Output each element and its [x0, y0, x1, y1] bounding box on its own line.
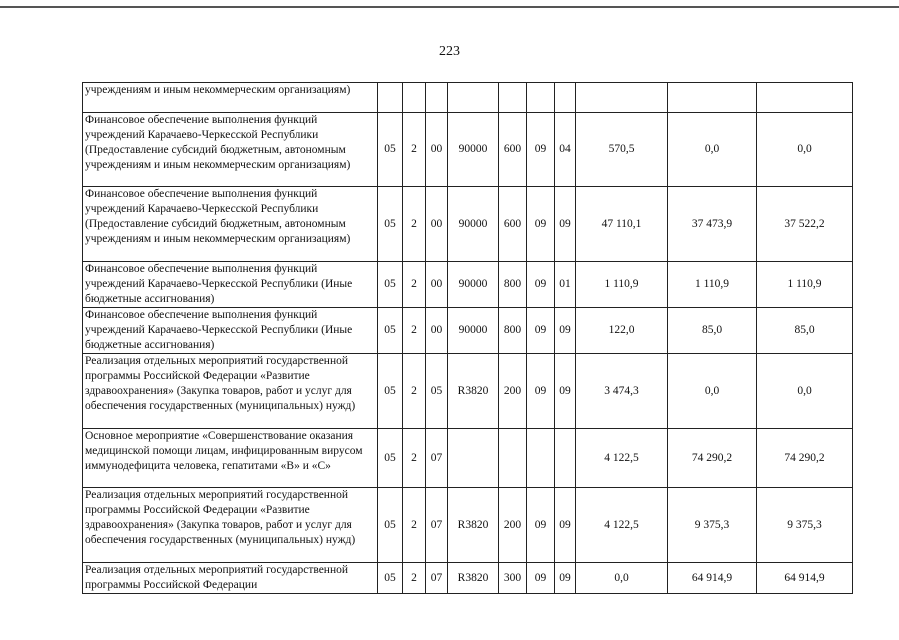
code-cell [378, 83, 403, 113]
row-description: Реализация отдельных мероприятий государственной программы Российской Федерации [83, 563, 378, 594]
code-cell: 07 [426, 429, 448, 488]
amount-cell: 0,0 [668, 113, 757, 187]
table-row [83, 83, 853, 113]
amount-cell: 122,0 [576, 308, 668, 354]
table-row [83, 308, 853, 354]
code-cell: 09 [555, 308, 576, 354]
amount-cell: 1 110,9 [576, 262, 668, 308]
row-description: Основное мероприятие «Совершенствование оказания медицинской помощи лицам, инфицированным вирусом иммунодефицита человека, гепатитами «В» и «С» [83, 429, 378, 488]
table-row [83, 113, 853, 187]
code-cell: 09 [527, 308, 555, 354]
code-cell: 07 [426, 563, 448, 594]
amount-cell: 64 914,9 [757, 563, 853, 594]
code-cell: 09 [527, 488, 555, 563]
amount-cell [668, 83, 757, 113]
code-cell [527, 429, 555, 488]
amount-cell: 3 474,3 [576, 354, 668, 429]
amount-cell: 570,5 [576, 113, 668, 187]
code-cell: R3820 [448, 354, 499, 429]
code-cell: 00 [426, 187, 448, 262]
table-row [83, 187, 853, 262]
code-cell: 05 [378, 262, 403, 308]
code-cell: 05 [378, 308, 403, 354]
row-description: учреждениям и иным некоммерческим организациям) [83, 83, 378, 113]
code-cell: 600 [499, 187, 527, 262]
code-cell: R3820 [448, 563, 499, 594]
amount-cell: 0,0 [668, 354, 757, 429]
code-cell: 2 [403, 429, 426, 488]
code-cell [499, 83, 527, 113]
code-cell: 05 [378, 113, 403, 187]
page-number: 223 [439, 44, 460, 59]
budget-table [82, 82, 853, 594]
code-cell: 09 [527, 262, 555, 308]
amount-cell: 0,0 [576, 563, 668, 594]
amount-cell: 4 122,5 [576, 429, 668, 488]
code-cell: 2 [403, 187, 426, 262]
code-cell: 90000 [448, 308, 499, 354]
table-row [83, 488, 853, 563]
code-cell: 05 [378, 187, 403, 262]
row-description: Финансовое обеспечение выполнения функций учреждений Карачаево-Черкесской Республики (Предоставление субсидий бюджетным, автономным учреждениям и иным некоммерческим организациям) [83, 187, 378, 262]
code-cell: 2 [403, 308, 426, 354]
amount-cell: 9 375,3 [668, 488, 757, 563]
page-top-border [0, 6, 899, 8]
code-cell: 00 [426, 113, 448, 187]
code-cell: 09 [555, 488, 576, 563]
code-cell: 300 [499, 563, 527, 594]
code-cell: 800 [499, 262, 527, 308]
amount-cell: 85,0 [757, 308, 853, 354]
amount-cell [576, 83, 668, 113]
code-cell: 01 [555, 262, 576, 308]
code-cell: 09 [527, 563, 555, 594]
code-cell: 05 [426, 354, 448, 429]
table-row [83, 262, 853, 308]
amount-cell: 74 290,2 [757, 429, 853, 488]
code-cell: 09 [527, 113, 555, 187]
code-cell [499, 429, 527, 488]
amount-cell: 1 110,9 [668, 262, 757, 308]
code-cell: 05 [378, 488, 403, 563]
row-description: Финансовое обеспечение выполнения функций учреждений Карачаево-Черкесской Республики (Иные бюджетные ассигнования) [83, 262, 378, 308]
row-description: Реализация отдельных мероприятий государственной программы Российской Федерации «Развитие здравоохранения» (Закупка товаров, работ и услуг для обеспечения государственных (муниципальных) нужд) [83, 354, 378, 429]
table-row [83, 563, 853, 594]
code-cell: 2 [403, 354, 426, 429]
code-cell: 600 [499, 113, 527, 187]
code-cell: 2 [403, 563, 426, 594]
code-cell [555, 429, 576, 488]
code-cell [555, 83, 576, 113]
amount-cell: 85,0 [668, 308, 757, 354]
amount-cell: 74 290,2 [668, 429, 757, 488]
amount-cell: 4 122,5 [576, 488, 668, 563]
code-cell: 04 [555, 113, 576, 187]
code-cell: 2 [403, 113, 426, 187]
code-cell: 05 [378, 563, 403, 594]
code-cell: 800 [499, 308, 527, 354]
code-cell [527, 83, 555, 113]
code-cell: 09 [555, 563, 576, 594]
table-row [83, 354, 853, 429]
code-cell: 200 [499, 354, 527, 429]
row-description: Финансовое обеспечение выполнения функций учреждений Карачаево-Черкесской Республики (Предоставление субсидий бюджетным, автономным учреждениям и иным некоммерческим организациям) [83, 113, 378, 187]
code-cell [403, 83, 426, 113]
amount-cell [757, 83, 853, 113]
code-cell: 2 [403, 488, 426, 563]
amount-cell: 37 522,2 [757, 187, 853, 262]
amount-cell: 9 375,3 [757, 488, 853, 563]
code-cell: 90000 [448, 262, 499, 308]
code-cell: 90000 [448, 187, 499, 262]
row-description: Реализация отдельных мероприятий государственной программы Российской Федерации «Развитие здравоохранения» (Закупка товаров, работ и услуг для обеспечения государственных (муниципальных) нужд) [83, 488, 378, 563]
code-cell: 00 [426, 308, 448, 354]
amount-cell: 1 110,9 [757, 262, 853, 308]
code-cell: R3820 [448, 488, 499, 563]
code-cell: 09 [555, 354, 576, 429]
code-cell: 00 [426, 262, 448, 308]
table-row [83, 429, 853, 488]
code-cell [448, 83, 499, 113]
amount-cell: 64 914,9 [668, 563, 757, 594]
code-cell [426, 83, 448, 113]
amount-cell: 0,0 [757, 113, 853, 187]
code-cell: 90000 [448, 113, 499, 187]
code-cell: 09 [555, 187, 576, 262]
code-cell [448, 429, 499, 488]
code-cell: 09 [527, 187, 555, 262]
code-cell: 09 [527, 354, 555, 429]
code-cell: 05 [378, 354, 403, 429]
amount-cell: 37 473,9 [668, 187, 757, 262]
code-cell: 200 [499, 488, 527, 563]
code-cell: 07 [426, 488, 448, 563]
amount-cell: 0,0 [757, 354, 853, 429]
code-cell: 05 [378, 429, 403, 488]
code-cell: 2 [403, 262, 426, 308]
row-description: Финансовое обеспечение выполнения функций учреждений Карачаево-Черкесской Республики (Иные бюджетные ассигнования) [83, 308, 378, 354]
amount-cell: 47 110,1 [576, 187, 668, 262]
